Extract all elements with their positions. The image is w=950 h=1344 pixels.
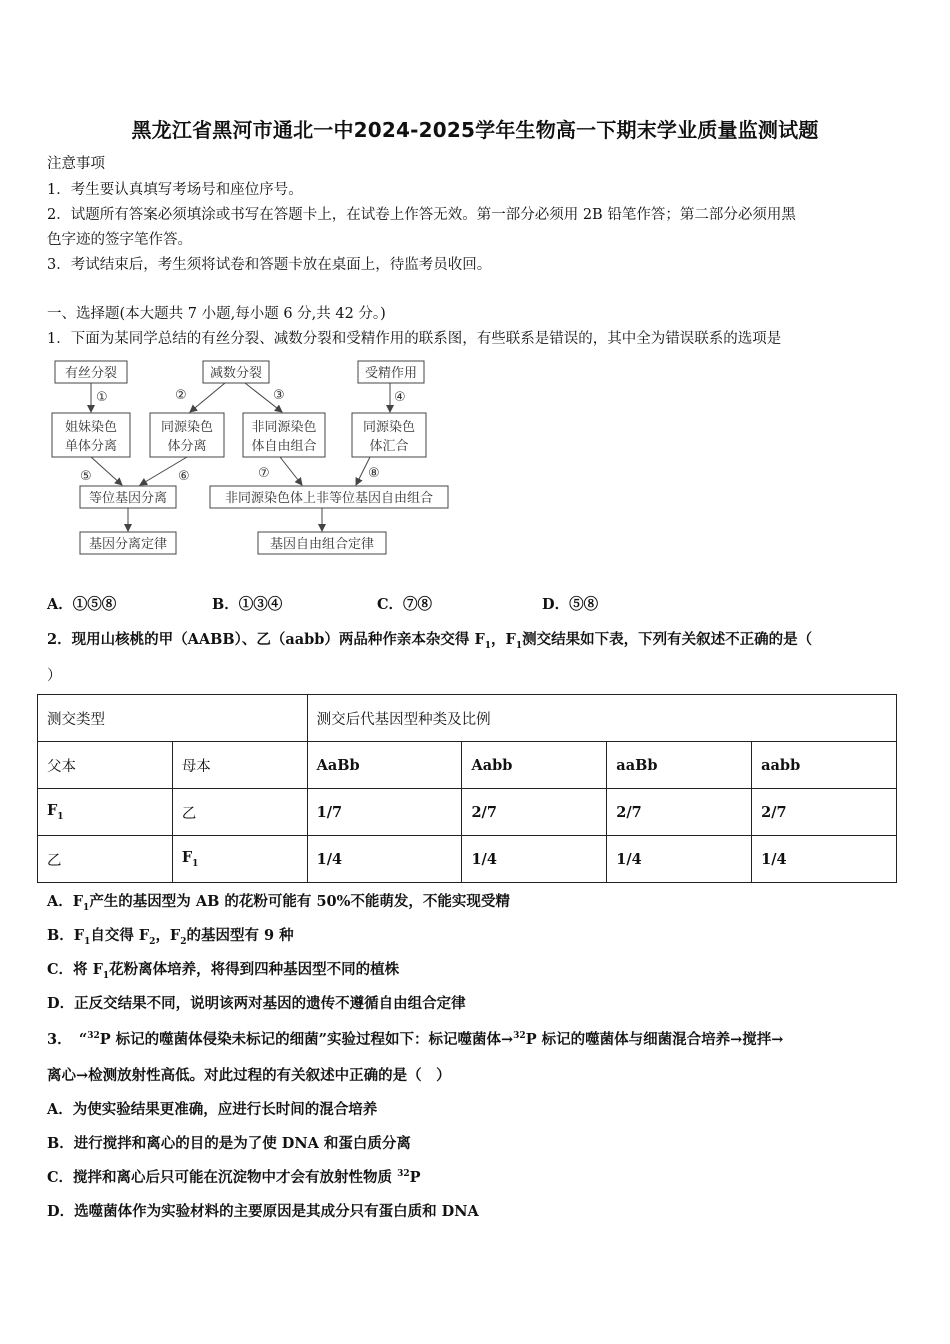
q1-option-c: C．⑦⑧	[377, 596, 433, 613]
q3-option-b: B．进行搅拌和离心的目的是为了使 DNA 和蛋白质分离	[47, 1135, 411, 1152]
q2-option-c: C．将 $F_1$花粉离体培养，将得到四种基因型不同的植株	[47, 961, 400, 981]
q1-option-a: A．①⑤⑧	[47, 596, 117, 613]
label-mid-2b: 体分离	[167, 439, 207, 454]
row2-value-4: 1/4	[752, 836, 897, 883]
q2-stem: 2．现用山核桃的甲（AABB）、乙（aabb）两品种作亲本杂交得 $F_1$，$F_1$测交结果如下表，下列有关叙述不正确的是（	[47, 631, 813, 651]
label-meiosis: 减数分裂	[209, 366, 263, 381]
q1-option-b: B．①③④	[212, 596, 283, 613]
notice-heading: 注意事项	[47, 156, 105, 172]
header-cross-type: 测交类型	[38, 695, 308, 742]
testcross-table	[37, 694, 897, 883]
row2-mother: $F_1$	[172, 836, 307, 883]
label-mid-1b: 单体分离	[64, 439, 118, 454]
header-mother: 母本	[172, 742, 307, 789]
notice-item-2-cont: 色字迹的签字笔作答。	[47, 232, 192, 248]
table-row	[38, 789, 897, 836]
num-1: ①	[96, 390, 108, 405]
genotype-1: AaBb	[307, 742, 462, 789]
num-6: ⑥	[178, 469, 190, 484]
header-father: 父本	[38, 742, 173, 789]
q3-option-c: C．搅拌和离心后只可能在沉淀物中才会有放射性物质 $^{32}$P	[47, 1169, 421, 1186]
row1-value-4: 2/7	[752, 789, 897, 836]
label-mid-1a: 姐妹染色	[64, 420, 118, 435]
row1-value-3: 2/7	[607, 789, 752, 836]
label-mitosis: 有丝分裂	[64, 366, 118, 381]
num-3: ③	[273, 388, 285, 403]
label-mid-3a: 非同源染色	[251, 420, 317, 435]
row1-mother: 乙	[172, 789, 307, 836]
notice-item-3: 3．考试结束后，考生须将试卷和答题卡放在桌面上，待监考员收回。	[47, 257, 492, 273]
q2-option-b: B．$F_1$自交得 $F_2$，$F_2$的基因型有 9 种	[47, 927, 294, 947]
q1-stem: 1．下面为某同学总结的有丝分裂、减数分裂和受精作用的联系图，有些联系是错误的，其中全为错误联系的选项是	[47, 331, 782, 347]
label-mid-4b: 体汇合	[369, 439, 409, 454]
label-mid-4a: 同源染色	[362, 420, 416, 435]
q3-stem-line1: 3． “$^{32}$P 标记的噬菌体侵染未标记的细菌”实验过程如下：标记噬菌体→$^{32}$P 标记的噬菌体与细菌混合培养→搅拌→	[47, 1031, 784, 1048]
notice-item-2: 2．试题所有答案必须填涂或书写在答题卡上，在试卷上作答无效。第一部分必须用 2B 铅笔作答；第二部分必须用黑	[47, 207, 796, 223]
label-law1: 基因分离定律	[88, 537, 168, 552]
label-allele: 等位基因分离	[88, 491, 168, 506]
q1-option-d: D．⑤⑧	[542, 596, 599, 613]
label-nonallele: 非同源染色体上非等位基因自由组合	[224, 491, 434, 506]
num-5: ⑤	[80, 469, 92, 484]
row2-value-1: 1/4	[307, 836, 462, 883]
label-mid-2a: 同源染色	[160, 420, 214, 435]
row2-value-2: 1/4	[462, 836, 607, 883]
notice-item-1: 1．考生要认真填写考场号和座位序号。	[47, 182, 303, 198]
q2-option-d: D．正反交结果不同，说明该两对基因的遗传不遵循自由组合定律	[47, 995, 466, 1012]
genotype-3: aaBb	[607, 742, 752, 789]
section-heading: 一、选择题(本大题共 7 小题,每小题 6 分,共 42 分。)	[47, 306, 386, 322]
q3-stem-line2: 离心→检测放射性高低。对此过程的有关叙述中正确的是（ ）	[47, 1067, 451, 1084]
q1-relation-diagram	[40, 355, 460, 560]
q3-option-a: A．为使实验结果更准确，应进行长时间的混合培养	[47, 1101, 378, 1118]
q3-option-d: D．选噬菌体作为实验材料的主要原因是其成分只有蛋白质和 DNA	[47, 1203, 479, 1220]
page-title: 黑龙江省黑河市通北一中2024-2025学年生物高一下期末学业质量监测试题	[131, 118, 819, 142]
num-2: ②	[175, 388, 187, 403]
num-8: ⑧	[368, 466, 380, 481]
label-mid-3b: 体自由组合	[251, 439, 317, 454]
row2-father: 乙	[38, 836, 173, 883]
table-row	[38, 836, 897, 883]
row1-value-1: 1/7	[307, 789, 462, 836]
row2-value-3: 1/4	[607, 836, 752, 883]
label-law2: 基因自由组合定律	[269, 537, 375, 552]
genotype-2: Aabb	[462, 742, 607, 789]
num-7: ⑦	[258, 466, 270, 481]
genotype-4: aabb	[752, 742, 897, 789]
header-offspring: 测交后代基因型种类及比例	[307, 695, 896, 742]
q2-stem-close: ）	[47, 668, 62, 684]
label-fertilization: 受精作用	[364, 366, 418, 381]
row1-father: $F_1$	[38, 789, 173, 836]
row1-value-2: 2/7	[462, 789, 607, 836]
q2-option-a: A．$F_1$产生的基因型为 AB 的花粉可能有 50%不能萌发，不能实现受精	[47, 893, 510, 913]
num-4: ④	[394, 390, 406, 405]
